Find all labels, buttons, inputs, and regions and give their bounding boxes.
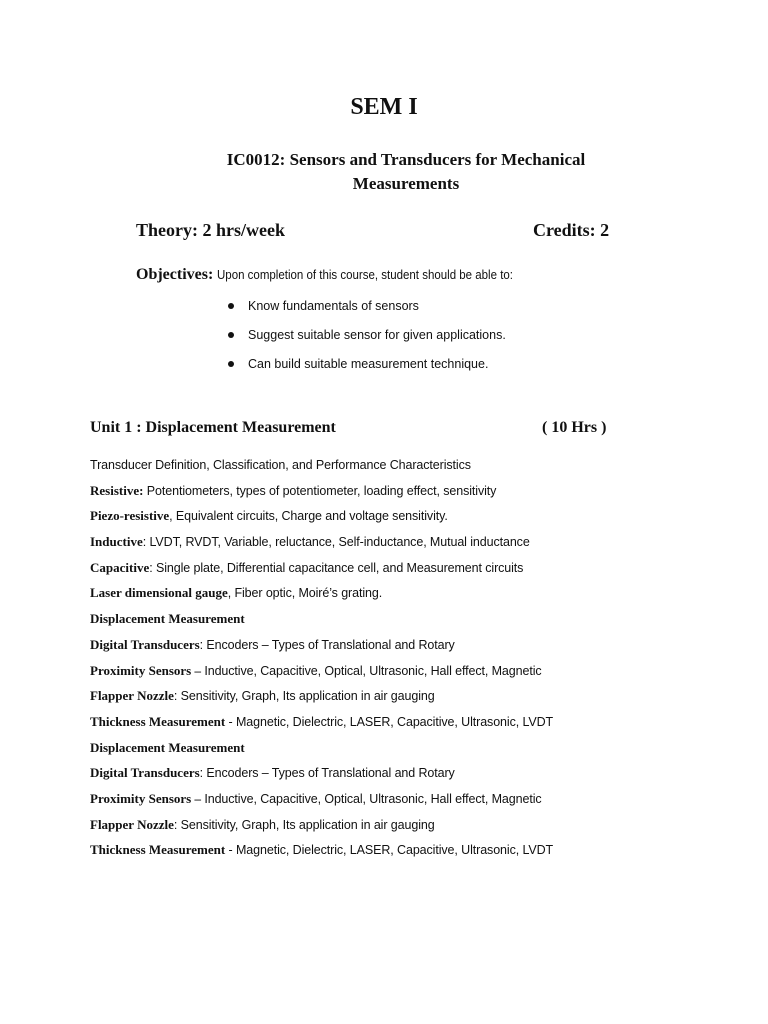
line-label: Flapper Nozzle [90,688,174,704]
list-item [228,294,506,323]
course-title: IC0012: Sensors and Transducers for Mechanical Measurements [226,150,586,193]
line-label: Resistive: [90,482,144,498]
content-line [90,712,553,738]
objective-text: Can build suitable measurement technique. [248,357,489,371]
content-line [90,609,553,635]
content-line [90,661,553,687]
content-line [90,455,553,481]
objectives-list [228,294,506,381]
content-line [90,686,553,712]
line-label: Flapper Nozzle [90,816,174,832]
content-line [90,558,553,584]
objectives-label: Objectives: [136,266,214,283]
line-label: Digital Transducers [90,636,200,652]
line-label: Inductive [90,534,143,550]
line-text: Transducer Definition, Classification, and Performance Characteristics [90,458,471,472]
line-text: : Sensitivity, Graph, Its application in air gauging [173,817,435,832]
line-label: Proximity Sensors – [90,662,201,678]
line-label: Piezo-resistive [90,508,170,524]
content-line [90,763,553,789]
line-text: - Magnetic, Dielectric, LASER, Capacitive, Ultrasonic, LVDT [225,714,554,729]
line-text: Potentiometers, types of potentiometer, loading effect, sensitivity [143,483,497,498]
line-text: : Encoders – Types of Translational and Rotary [199,637,455,652]
list-item [228,352,506,381]
content-line [90,532,553,558]
line-text: Inductive, Capacitive, Optical, Ultrasonic, Hall effect, Magnetic [200,791,542,806]
unit-hours: ( 10 Hrs ) [542,419,607,436]
content-line [90,789,553,815]
line-label: Digital Transducers [90,765,200,781]
line-label: Laser dimensional gauge [90,585,228,601]
line-text: : Single plate, Differential capacitance cell, and Measurement circuits [149,560,524,575]
unit-title: Unit 1 : Displacement Measurement [90,419,336,436]
objectives-intro [136,266,539,284]
line-text: : Sensitivity, Graph, Its application in air gauging [173,689,435,704]
theory-hours: Theory: 2 hrs/week [136,220,285,240]
line-label: Capacitive [90,559,150,575]
bullet-icon [228,332,234,338]
line-label: Proximity Sensors – [90,790,201,806]
line-label: Thickness Measurement [90,713,226,729]
line-text: : LVDT, RVDT, Variable, reluctance, Self-inductance, Mutual inductance [142,535,530,550]
semester-title: SEM I [350,94,418,120]
list-item [228,323,506,352]
objective-text: Suggest suitable sensor for given applications. [248,328,506,342]
credits: Credits: 2 [533,220,610,240]
content-line [90,506,553,532]
unit-content-list [90,455,553,866]
content-line [90,738,553,764]
content-line [90,481,553,507]
line-text: : Encoders – Types of Translational and Rotary [199,766,455,781]
objective-text: Know fundamentals of sensors [248,299,419,313]
line-text: Inductive, Capacitive, Optical, Ultrasonic, Hall effect, Magnetic [200,663,542,678]
line-text: , Equivalent circuits, Charge and voltage sensitivity. [169,509,448,524]
line-text: , Fiber optic, Moiré’s grating. [227,586,383,601]
line-label: Thickness Measurement [90,842,226,858]
line-label: Displacement Measurement [90,611,245,627]
bullet-icon [228,303,234,309]
line-text: - Magnetic, Dielectric, LASER, Capacitive, Ultrasonic, LVDT [225,843,554,858]
content-line [90,840,553,866]
line-label: Displacement Measurement [90,739,245,755]
bullet-icon [228,361,234,367]
objectives-text: Upon completion of this course, student should be able to: [217,268,514,282]
content-line [90,815,553,841]
content-line [90,583,553,609]
content-line [90,635,553,661]
